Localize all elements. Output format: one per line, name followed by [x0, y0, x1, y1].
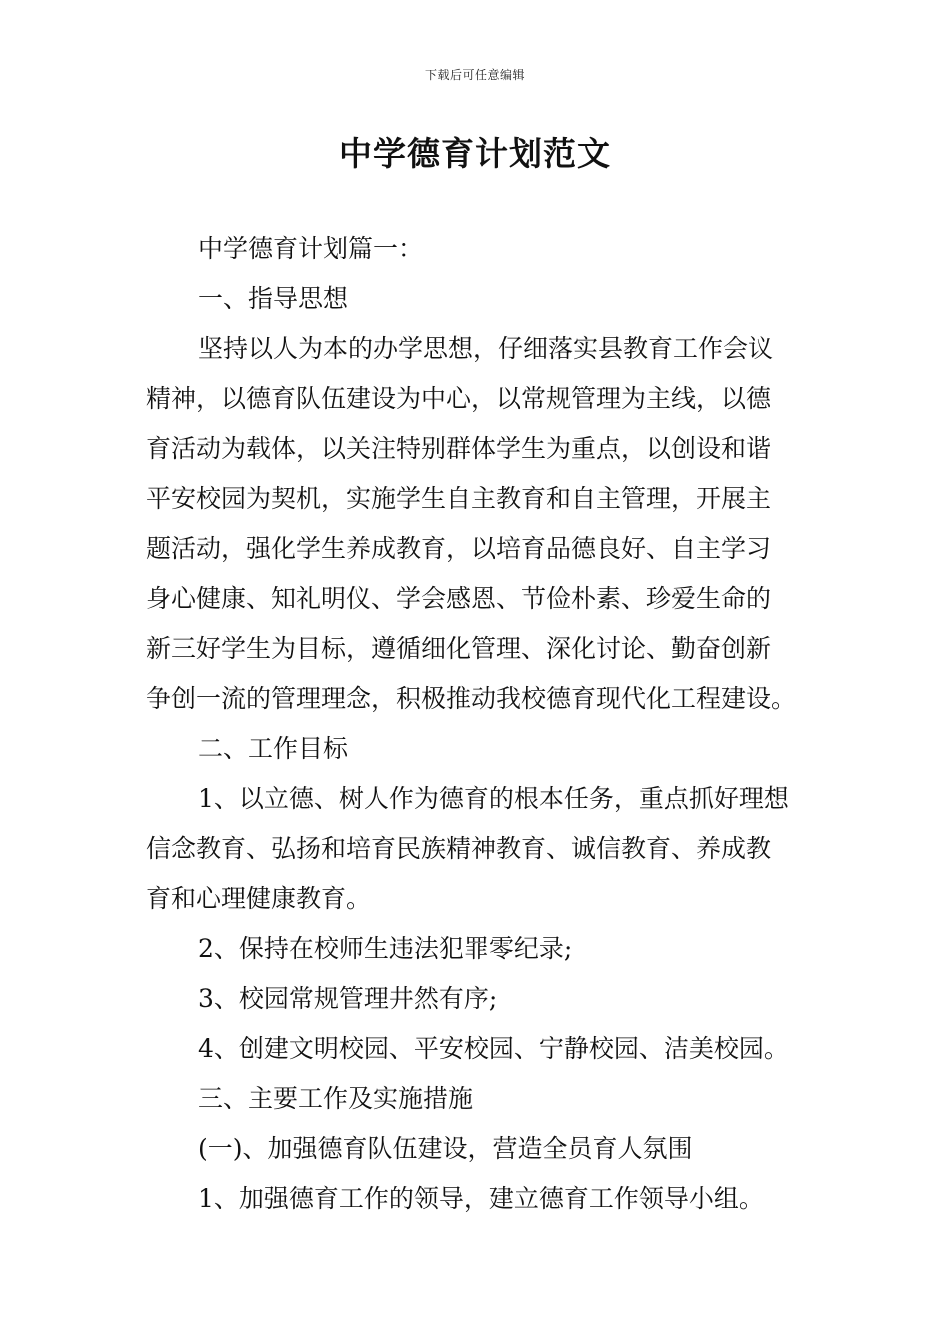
- section-heading: 三、主要工作及实施措施: [198, 1084, 474, 1113]
- paragraph-line: 育活动为载体，以关注特别群体学生为重点，以创设和谐: [146, 434, 772, 463]
- section-heading: 一、指导思想: [198, 284, 349, 313]
- paragraph-line: 身心健康、知礼明仪、学会感恩、节俭朴素、珍爱生命的: [146, 584, 772, 613]
- paragraph-line: 平安校园为契机，实施学生自主教育和自主管理，开展主: [146, 484, 772, 513]
- list-item: 1、以立德、树人作为德育的根本任务，重点抓好理想: [198, 784, 789, 813]
- list-item: 4、创建文明校园、平安校园、宁静校园、洁美校园。: [198, 1034, 789, 1063]
- paragraph-line: 育和心理健康教育。: [146, 884, 372, 913]
- list-item: 1、加强德育工作的领导，建立德育工作领导小组。: [198, 1184, 764, 1213]
- paragraph-line: 精神，以德育队伍建设为中心，以常规管理为主线，以德: [146, 384, 772, 413]
- paragraph-line: 新三好学生为目标，遵循细化管理、深化讨论、勤奋创新: [146, 634, 772, 663]
- paragraph-line: 信念教育、弘扬和培育民族精神教育、诚信教育、养成教: [146, 834, 772, 863]
- list-item: 2、保持在校师生违法犯罪零纪录;: [198, 934, 573, 963]
- subsection-heading: (一)、加强德育队伍建设，营造全员育人氛围: [198, 1134, 693, 1163]
- list-item: 3、校园常规管理井然有序;: [198, 984, 498, 1013]
- document-body: [146, 224, 808, 1224]
- header-note: 下载后可任意编辑: [424, 68, 525, 82]
- paragraph-line: 争创一流的管理理念，积极推动我校德育现代化工程建设。: [146, 684, 797, 713]
- document-title: 中学德育计划范文: [339, 134, 611, 173]
- paragraph-line: 坚持以人为本的办学思想，仔细落实县教育工作会议: [198, 334, 774, 363]
- section-heading: 二、工作目标: [198, 734, 349, 763]
- paragraph-line: 题活动，强化学生养成教育，以培育品德良好、自主学习: [146, 534, 772, 563]
- section-heading-intro: 中学德育计划篇一：: [198, 234, 424, 263]
